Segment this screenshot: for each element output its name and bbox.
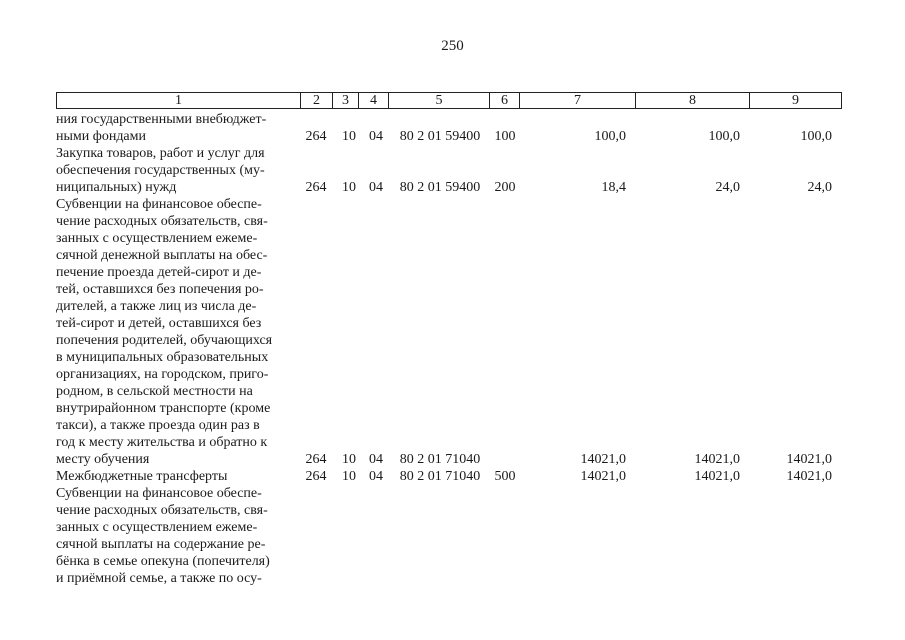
cell-c2: 264: [305, 129, 327, 144]
cell-c4: 04: [369, 452, 383, 467]
cell-c7: 18,4: [601, 180, 626, 195]
column-header-4: 4: [359, 93, 389, 109]
description-line: бёнка в семье опекуна (попечителя): [56, 554, 270, 569]
cell-c2: 264: [305, 180, 327, 195]
description-line: занных с осуществлением ежеме-: [56, 520, 258, 535]
column-header-5: 5: [389, 93, 490, 109]
cell-c9: 100,0: [800, 129, 832, 144]
description-line: год к месту жительства и обратно к: [56, 435, 268, 450]
cell-c9: 14021,0: [786, 469, 832, 484]
page-number: 250: [441, 38, 464, 54]
table-row: [56, 468, 846, 485]
cell-c6: 200: [494, 180, 516, 195]
description-line: ными фондами: [56, 129, 147, 144]
description-line: организациях, на городском, приго-: [56, 367, 269, 382]
cell-c6: 100: [494, 129, 516, 144]
description-line: ниципальных) нужд: [56, 180, 177, 195]
column-header-6: 6: [490, 93, 520, 109]
row-description: [56, 111, 296, 145]
row-description: [56, 196, 296, 468]
column-header-2: 2: [301, 93, 333, 109]
column-header-table: [56, 92, 842, 109]
row-description: [56, 485, 296, 587]
description-line: дителей, а также лиц из числа де-: [56, 299, 257, 314]
description-line: ния государственными внебюджет-: [56, 112, 267, 127]
column-header-3: 3: [333, 93, 359, 109]
description-line: занных с осуществлением ежеме-: [56, 231, 258, 246]
description-line: чение расходных обязательств, свя-: [56, 214, 268, 229]
column-header-1: 1: [57, 93, 301, 109]
description-line: внутрирайонном транспорте (кроме: [56, 401, 271, 416]
description-line: месту обучения: [56, 452, 150, 467]
row-description: [56, 145, 296, 196]
description-line: Закупка товаров, работ и услуг для: [56, 146, 265, 161]
description-line: обеспечения государственных (му-: [56, 163, 265, 178]
cell-c8: 100,0: [708, 129, 740, 144]
table-row: [56, 111, 846, 145]
description-line: и приёмной семье, а также по осу-: [56, 571, 262, 586]
description-line: Межбюджетные трансферты: [56, 469, 228, 484]
column-header-7: 7: [520, 93, 636, 109]
description-line: сячной денежной выплаты на обес-: [56, 248, 268, 263]
cell-c4: 04: [369, 180, 383, 195]
cell-c8: 14021,0: [694, 452, 740, 467]
cell-c5: 80 2 01 71040: [399, 452, 481, 467]
cell-c5: 80 2 01 59400: [399, 129, 481, 144]
budget-rows: [56, 111, 846, 587]
table-row: [56, 145, 846, 196]
description-line: Субвенции на финансовое обеспе-: [56, 486, 262, 501]
row-description: [56, 468, 296, 485]
description-line: печение проезда детей-сирот и де-: [56, 265, 262, 280]
cell-c7: 14021,0: [580, 469, 626, 484]
cell-c3: 10: [342, 180, 356, 195]
cell-c3: 10: [342, 452, 356, 467]
description-line: родном, в сельской местности на: [56, 384, 253, 399]
description-line: в муниципальных образовательных: [56, 350, 269, 365]
column-header-9: 9: [750, 93, 842, 109]
cell-c6: 500: [494, 469, 516, 484]
description-line: такси), а также проезда один раз в: [56, 418, 260, 433]
table-row: [56, 196, 846, 468]
column-header-8: 8: [636, 93, 750, 109]
cell-c8: 14021,0: [694, 469, 740, 484]
cell-c3: 10: [342, 469, 356, 484]
cell-c5: 80 2 01 71040: [399, 469, 481, 484]
cell-c5: 80 2 01 59400: [399, 180, 481, 195]
cell-c2: 264: [305, 469, 327, 484]
description-line: сячной выплаты на содержание ре-: [56, 537, 266, 552]
description-line: тей, оставшихся без попечения ро-: [56, 282, 264, 297]
cell-c4: 04: [369, 129, 383, 144]
description-line: чение расходных обязательств, свя-: [56, 503, 268, 518]
cell-c4: 04: [369, 469, 383, 484]
description-line: тей-сирот и детей, оставшихся без: [56, 316, 262, 331]
description-line: Субвенции на финансовое обеспе-: [56, 197, 262, 212]
cell-c8: 24,0: [715, 180, 740, 195]
cell-c7: 100,0: [594, 129, 626, 144]
description-line: попечения родителей, обучающихся: [56, 333, 273, 348]
table-row: [56, 485, 846, 587]
cell-c2: 264: [305, 452, 327, 467]
cell-c3: 10: [342, 129, 356, 144]
cell-c9: 14021,0: [786, 452, 832, 467]
cell-c9: 24,0: [807, 180, 832, 195]
cell-c7: 14021,0: [580, 452, 626, 467]
